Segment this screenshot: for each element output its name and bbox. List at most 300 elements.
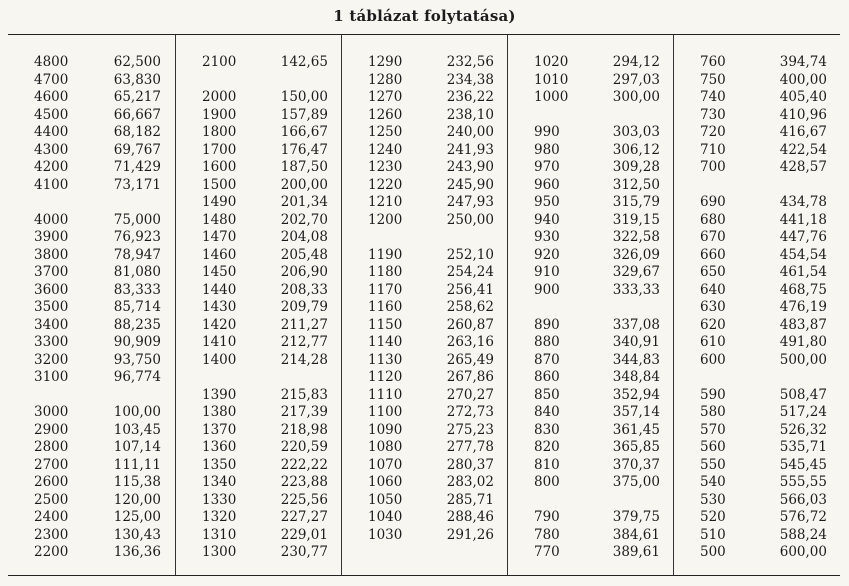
table-row <box>342 388 508 403</box>
row-value: 247,93 <box>446 194 494 210</box>
row-number: 1430 <box>202 299 237 315</box>
row-value: 483,87 <box>779 316 827 333</box>
row-value: 83,333 <box>113 281 161 298</box>
row-value: 204,08 <box>280 229 328 245</box>
table-row <box>342 458 508 473</box>
row-value: 326,09 <box>612 246 660 263</box>
row-number: 1600 <box>202 159 237 175</box>
table-column <box>507 35 674 575</box>
table-row <box>342 475 508 490</box>
row-value: 202,70 <box>280 211 328 228</box>
row-value: 384,61 <box>612 526 660 543</box>
table-row <box>8 545 175 560</box>
row-value: 370,37 <box>612 456 660 473</box>
row-number: 600 <box>700 351 726 368</box>
table-row <box>8 300 175 315</box>
row-number: 930 <box>534 229 560 245</box>
table-row <box>8 213 175 228</box>
row-value: 100,00 <box>113 404 161 420</box>
row-value: 315,79 <box>612 194 660 210</box>
row-value: 400,00 <box>779 71 827 88</box>
table-row <box>8 423 175 438</box>
row-value: 205,48 <box>280 246 328 263</box>
row-value: 517,24 <box>779 404 827 420</box>
row-number: 1490 <box>202 194 237 210</box>
row-number: 640 <box>700 281 726 298</box>
row-number: 1350 <box>202 456 237 473</box>
row-number: 870 <box>534 351 560 368</box>
table-row <box>8 90 175 105</box>
row-value: 441,18 <box>779 211 827 228</box>
table-row <box>342 230 508 245</box>
table-row <box>674 230 841 245</box>
row-number: 4000 <box>34 211 69 228</box>
table-row <box>508 493 674 508</box>
row-number: 520 <box>700 509 726 525</box>
row-number: 3700 <box>34 264 69 280</box>
row-number: 1190 <box>368 246 403 263</box>
row-value: 416,67 <box>779 124 827 140</box>
row-value: 218,98 <box>280 421 328 438</box>
table-row <box>674 370 841 385</box>
row-value: 230,77 <box>280 544 328 560</box>
row-value: 75,000 <box>113 211 161 228</box>
table-row <box>508 283 674 298</box>
table-row <box>508 475 674 490</box>
table-row <box>176 73 342 88</box>
row-number: 2700 <box>34 456 69 473</box>
row-value: 428,57 <box>779 159 827 175</box>
row-number: 1030 <box>368 526 403 543</box>
row-number: 3200 <box>34 351 69 368</box>
table-row <box>674 143 841 158</box>
table-row <box>674 300 841 315</box>
table-row <box>674 493 841 508</box>
table-row <box>8 55 175 70</box>
table-row <box>176 388 342 403</box>
row-value: 66,667 <box>113 106 161 123</box>
table-row <box>342 318 508 333</box>
row-value: 297,03 <box>612 71 660 88</box>
table-row <box>508 353 674 368</box>
table-row <box>508 73 674 88</box>
table-row <box>508 528 674 543</box>
row-value: 63,830 <box>113 71 161 88</box>
table-row <box>8 160 175 175</box>
row-number: 1480 <box>202 211 237 228</box>
table-row <box>176 143 342 158</box>
row-number: 550 <box>700 456 726 473</box>
row-value: 212,77 <box>280 334 328 350</box>
row-number: 650 <box>700 264 726 280</box>
row-number: 1070 <box>368 456 403 473</box>
row-number: 680 <box>700 211 726 228</box>
table-row <box>674 423 841 438</box>
row-number: 860 <box>534 369 560 385</box>
table-row <box>8 248 175 263</box>
row-number: 2300 <box>34 526 69 543</box>
table-row <box>508 178 674 193</box>
table-row <box>8 335 175 350</box>
row-value: 120,00 <box>113 491 161 508</box>
table-row <box>508 423 674 438</box>
row-value: 500,00 <box>779 351 827 368</box>
row-number: 1330 <box>202 491 237 508</box>
table-row <box>342 335 508 350</box>
row-number: 830 <box>534 421 560 438</box>
table-row <box>176 423 342 438</box>
row-value: 225,56 <box>280 491 328 508</box>
row-value: 142,65 <box>280 54 328 70</box>
table-row <box>342 370 508 385</box>
row-value: 394,74 <box>779 54 827 70</box>
table-row <box>342 125 508 140</box>
row-value: 277,78 <box>446 439 494 455</box>
row-value: 357,14 <box>612 404 660 420</box>
row-value: 348,84 <box>612 369 660 385</box>
row-number: 1220 <box>368 176 403 193</box>
row-value: 187,50 <box>280 159 328 175</box>
table-row <box>674 265 841 280</box>
row-number: 1270 <box>368 89 403 105</box>
row-number: 1250 <box>368 124 403 140</box>
table-row <box>176 160 342 175</box>
row-number: 1360 <box>202 439 237 455</box>
table-row <box>508 405 674 420</box>
row-value: 200,00 <box>280 176 328 193</box>
table-row <box>342 440 508 455</box>
table-row <box>674 510 841 525</box>
table-row <box>508 108 674 123</box>
table-row <box>508 300 674 315</box>
row-number: 940 <box>534 211 560 228</box>
table-row <box>176 510 342 525</box>
row-value: 588,24 <box>779 526 827 543</box>
row-value: 229,01 <box>280 526 328 543</box>
row-number: 780 <box>534 526 560 543</box>
row-number: 1450 <box>202 264 237 280</box>
table-row <box>342 300 508 315</box>
table-row <box>176 370 342 385</box>
row-value: 136,36 <box>113 544 161 560</box>
row-number: 2900 <box>34 421 69 438</box>
table-row <box>508 335 674 350</box>
table-row <box>674 475 841 490</box>
row-value: 267,86 <box>446 369 494 385</box>
table-row <box>342 283 508 298</box>
row-number: 660 <box>700 246 726 263</box>
row-number: 750 <box>700 71 726 88</box>
row-number: 3100 <box>34 369 69 385</box>
row-value: 508,47 <box>779 386 827 403</box>
row-number: 590 <box>700 386 726 403</box>
table-row <box>342 528 508 543</box>
table-row <box>674 318 841 333</box>
row-number: 2100 <box>202 54 237 70</box>
row-value: 68,182 <box>113 124 161 140</box>
row-value: 238,10 <box>446 106 494 123</box>
row-value: 208,33 <box>280 281 328 298</box>
row-value: 240,00 <box>446 124 494 140</box>
row-number: 1100 <box>368 404 403 420</box>
row-number: 1420 <box>202 316 237 333</box>
table-row <box>674 73 841 88</box>
row-value: 111,11 <box>113 456 161 473</box>
row-number: 630 <box>700 299 726 315</box>
row-number: 570 <box>700 421 726 438</box>
table-row <box>674 440 841 455</box>
row-number: 700 <box>700 159 726 175</box>
row-value: 71,429 <box>113 159 161 175</box>
row-number: 1180 <box>368 264 403 280</box>
row-number: 1400 <box>202 351 237 368</box>
row-number: 1800 <box>202 124 237 140</box>
row-number: 1240 <box>368 141 403 158</box>
row-value: 288,46 <box>446 509 494 525</box>
table-row <box>674 528 841 543</box>
table-row <box>8 528 175 543</box>
row-number: 1200 <box>368 211 403 228</box>
table-row <box>508 318 674 333</box>
table-row <box>8 440 175 455</box>
row-value: 280,37 <box>446 456 494 473</box>
row-number: 1500 <box>202 176 237 193</box>
row-value: 322,58 <box>612 229 660 245</box>
row-number: 4300 <box>34 141 69 158</box>
table-row <box>8 73 175 88</box>
row-number: 2200 <box>34 544 69 560</box>
row-number: 710 <box>700 141 726 158</box>
row-number: 670 <box>700 229 726 245</box>
row-number: 1140 <box>368 334 403 350</box>
table-row <box>342 160 508 175</box>
table-column <box>673 35 841 575</box>
row-value: 555,55 <box>779 474 827 490</box>
row-value: 115,38 <box>113 474 161 490</box>
row-number: 4200 <box>34 159 69 175</box>
row-value: 265,49 <box>446 351 494 368</box>
table-row <box>8 108 175 123</box>
row-value: 379,75 <box>612 509 660 525</box>
row-value: 76,923 <box>113 229 161 245</box>
row-number: 4400 <box>34 124 69 140</box>
row-number: 3900 <box>34 229 69 245</box>
row-number: 4100 <box>34 176 69 193</box>
row-number: 800 <box>534 474 560 490</box>
row-number: 610 <box>700 334 726 350</box>
row-number: 4500 <box>34 106 69 123</box>
table-row <box>342 265 508 280</box>
table-row <box>342 423 508 438</box>
table-row <box>176 318 342 333</box>
table-row <box>508 143 674 158</box>
row-number: 1470 <box>202 229 237 245</box>
table-row <box>8 493 175 508</box>
table-row <box>508 90 674 105</box>
row-value: 236,22 <box>446 89 494 105</box>
row-number: 2000 <box>202 89 237 105</box>
row-value: 214,28 <box>280 351 328 368</box>
table-row <box>508 388 674 403</box>
row-number: 690 <box>700 194 726 210</box>
table-row <box>342 178 508 193</box>
row-value: 223,88 <box>280 474 328 490</box>
row-number: 740 <box>700 89 726 105</box>
table-row <box>508 230 674 245</box>
row-value: 150,00 <box>280 89 328 105</box>
row-number: 1150 <box>368 316 403 333</box>
row-number: 1110 <box>368 386 403 403</box>
row-value: 250,00 <box>446 211 494 228</box>
row-value: 176,47 <box>280 141 328 158</box>
row-number: 4700 <box>34 71 69 88</box>
table-row <box>8 265 175 280</box>
table-row <box>508 248 674 263</box>
table-row <box>508 510 674 525</box>
row-number: 1370 <box>202 421 237 438</box>
row-value: 329,67 <box>612 264 660 280</box>
table-row <box>8 178 175 193</box>
row-number: 2800 <box>34 439 69 455</box>
table-row <box>674 90 841 105</box>
row-number: 1290 <box>368 54 403 70</box>
row-number: 3300 <box>34 334 69 350</box>
row-number: 840 <box>534 404 560 420</box>
row-number: 1160 <box>368 299 403 315</box>
row-value: 491,80 <box>779 334 827 350</box>
row-number: 1700 <box>202 141 237 158</box>
table-column <box>341 35 508 575</box>
table-row <box>674 458 841 473</box>
row-value: 283,02 <box>446 474 494 490</box>
table-row <box>674 213 841 228</box>
row-value: 90,909 <box>113 334 161 350</box>
table-row <box>176 230 342 245</box>
row-number: 540 <box>700 474 726 490</box>
row-number: 580 <box>700 404 726 420</box>
row-number: 770 <box>534 544 560 560</box>
table-row <box>674 405 841 420</box>
row-number: 3600 <box>34 281 69 298</box>
table-row <box>342 55 508 70</box>
table-row <box>176 178 342 193</box>
table-row <box>342 108 508 123</box>
row-number: 790 <box>534 509 560 525</box>
table-row <box>342 213 508 228</box>
row-value: 337,08 <box>612 316 660 333</box>
table-row <box>342 493 508 508</box>
row-value: 211,27 <box>280 316 328 333</box>
row-number: 1900 <box>202 106 237 123</box>
row-number: 1410 <box>202 334 237 350</box>
row-number: 2500 <box>34 491 69 508</box>
row-number: 890 <box>534 316 560 333</box>
row-value: 254,24 <box>446 264 494 280</box>
row-number: 1380 <box>202 404 237 420</box>
table-row <box>8 195 175 210</box>
table-column <box>8 35 175 575</box>
table-row <box>674 178 841 193</box>
table-row <box>176 300 342 315</box>
table-row <box>342 353 508 368</box>
row-value: 535,71 <box>779 439 827 455</box>
row-value: 166,67 <box>280 124 328 140</box>
row-value: 256,41 <box>446 281 494 298</box>
row-value: 300,00 <box>612 89 660 105</box>
row-value: 201,34 <box>280 194 328 210</box>
table-row <box>342 545 508 560</box>
row-value: 130,43 <box>113 526 161 543</box>
table-row <box>176 108 342 123</box>
row-value: 375,00 <box>612 474 660 490</box>
row-number: 1310 <box>202 526 237 543</box>
row-value: 454,54 <box>779 246 827 263</box>
row-number: 1080 <box>368 439 403 455</box>
row-number: 1010 <box>534 71 569 88</box>
table-row <box>8 510 175 525</box>
table-row <box>176 353 342 368</box>
row-number: 820 <box>534 439 560 455</box>
row-value: 125,00 <box>113 509 161 525</box>
table-row <box>176 545 342 560</box>
table-row <box>176 283 342 298</box>
table-row <box>342 405 508 420</box>
row-value: 252,10 <box>446 246 494 263</box>
table-row <box>508 440 674 455</box>
row-number: 530 <box>700 491 726 508</box>
row-value: 232,56 <box>446 54 494 70</box>
table-row <box>674 248 841 263</box>
row-value: 576,72 <box>779 509 827 525</box>
row-value: 306,12 <box>612 141 660 158</box>
row-number: 4600 <box>34 89 69 105</box>
row-value: 333,33 <box>612 281 660 298</box>
table-row <box>674 283 841 298</box>
row-number: 3800 <box>34 246 69 263</box>
table-row <box>8 318 175 333</box>
row-value: 263,16 <box>446 334 494 350</box>
row-number: 950 <box>534 194 560 210</box>
table-row <box>342 248 508 263</box>
table-row <box>342 143 508 158</box>
table-row <box>176 475 342 490</box>
row-value: 361,45 <box>612 421 660 438</box>
row-value: 285,71 <box>446 491 494 508</box>
table-row <box>176 55 342 70</box>
table-row <box>508 195 674 210</box>
row-value: 217,39 <box>280 404 328 420</box>
row-value: 275,23 <box>446 421 494 438</box>
row-value: 245,90 <box>446 176 494 193</box>
table-row <box>8 143 175 158</box>
table-row <box>342 90 508 105</box>
table-row <box>8 125 175 140</box>
table-row <box>176 213 342 228</box>
table-row <box>674 545 841 560</box>
row-value: 107,14 <box>113 439 161 455</box>
row-number: 2600 <box>34 474 69 490</box>
row-value: 69,767 <box>113 141 161 158</box>
row-number: 500 <box>700 544 726 560</box>
table-row <box>176 528 342 543</box>
row-number: 1000 <box>534 89 569 105</box>
table-row <box>342 73 508 88</box>
table-row <box>674 353 841 368</box>
table-row <box>8 370 175 385</box>
table-row <box>176 265 342 280</box>
row-value: 312,50 <box>612 176 660 193</box>
table-row <box>8 230 175 245</box>
